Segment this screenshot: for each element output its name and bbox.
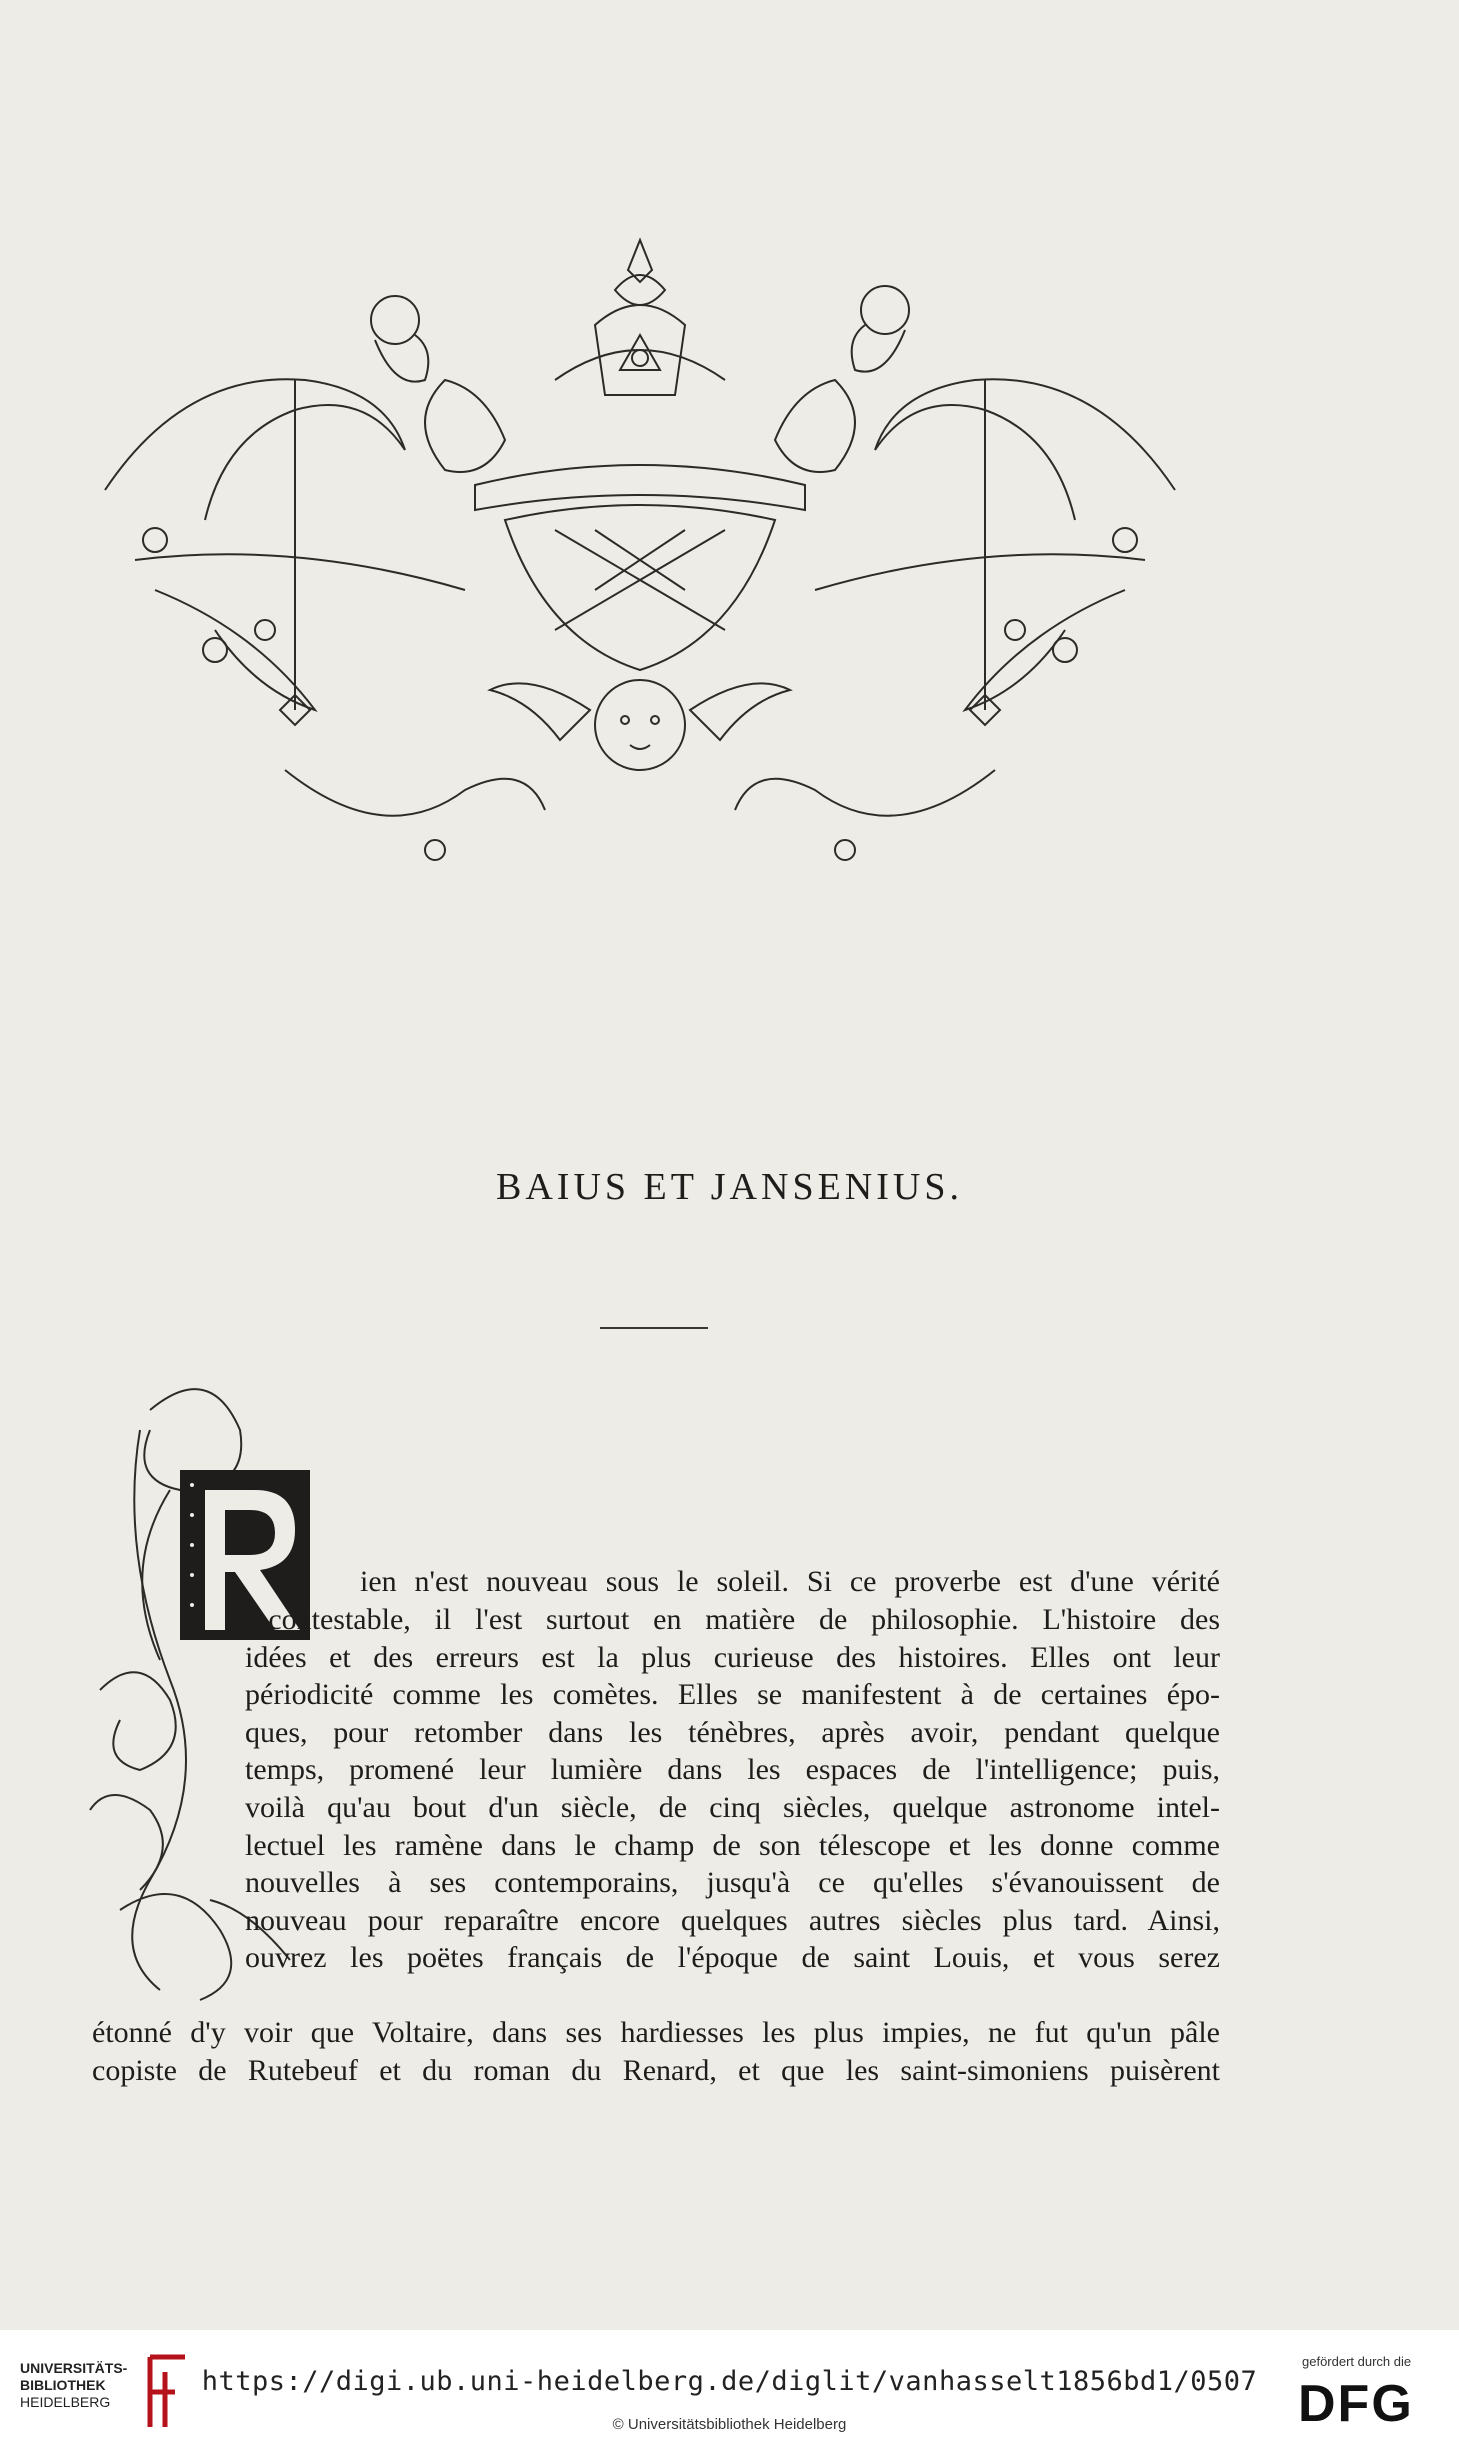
text-line: temps, promené leur lumière dans les espaces de l'intelligence; puis,: [245, 1753, 1220, 1787]
text-line: voilà qu'au bout d'un siècle, de cinq siècles, quelque astronome intel-: [245, 1790, 1220, 1824]
library-name-line: HEIDELBERG: [20, 2394, 111, 2410]
body-paragraph-indented: [245, 1601, 1220, 1977]
viewer-footer: [0, 2330, 1459, 2456]
title-divider: [600, 1327, 708, 1329]
dfg-caption: gefördert durch die: [1302, 2354, 1412, 2369]
copyright-notice: © Universitätsbibliothek Heidelberg: [612, 2416, 847, 2433]
text-line: périodicité comme les comètes. Elles se manifestent à de certaines épo-: [245, 1678, 1220, 1712]
library-name-line: BIBLIOTHEK: [20, 2377, 106, 2393]
library-name-line: UNIVERSITÄTS-: [20, 2360, 128, 2376]
text-line: lectuel les ramène dans le champ de son télescope et les donne comme: [245, 1828, 1220, 1862]
text-line: ouvrez les poëtes français de l'époque de saint Louis, et vous serez: [245, 1941, 1220, 1975]
text-line: ques, pour retomber dans les ténèbres, après avoir, pendant quelque: [245, 1715, 1220, 1749]
body-paragraph-indented: [245, 1563, 1220, 1601]
text-line: idées et des erreurs est la plus curieuse des histoires. Elles ont leur: [245, 1640, 1220, 1674]
text-line: incontestable, il l'est surtout en matière de philosophie. L'histoire des: [245, 1603, 1220, 1636]
text-line: nouveau pour reparaître encore quelques autres siècles plus tard. Ainsi,: [245, 1903, 1220, 1937]
ornamental-vignette-icon: [95, 230, 1185, 880]
text-line: ien n'est nouveau sous le soleil. Si ce proverbe est d'une vérité: [360, 1565, 1220, 1598]
body-paragraph-full: [92, 2014, 1220, 2089]
text-line: nouvelles à ses contemporains, jusqu'à ce qu'elles s'évanouissent de: [245, 1866, 1220, 1900]
text-line: copiste de Rutebeuf et du roman du Renard, et que les saint-simoniens puisèrent: [92, 2053, 1220, 2087]
permalink-url[interactable]: https://digi.ub.uni-heidelberg.de/diglit/vanhasselt1856bd1/0507: [201, 2366, 1258, 2397]
dfg-logo: DFG: [1298, 2375, 1414, 2433]
text-line: étonné d'y voir que Voltaire, dans ses hardiesses les plus impies, ne fut qu'un pâle: [92, 2016, 1220, 2049]
chapter-title: BAIUS ET JANSENIUS.: [496, 1166, 963, 1208]
